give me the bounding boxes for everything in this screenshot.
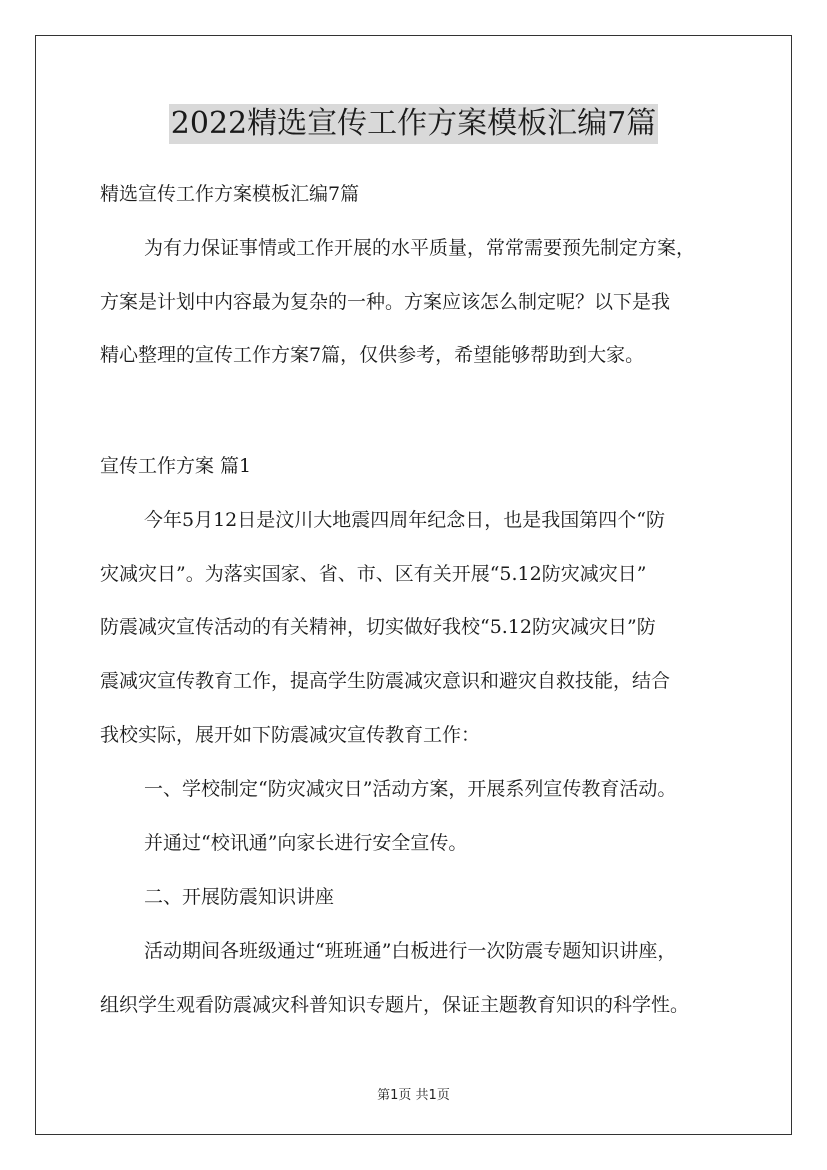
section-body-line-1: 今年5月12日是汶川大地震四周年纪念日，也是我国第四个“防 (144, 509, 665, 531)
section-body-line-2: 灾减灾日”。为落实国家、省、市、区有关开展“5.12防灾减灾日” (100, 563, 647, 585)
intro-line-1: 为有力保证事情或工作开展的水平质量，常常需要预先制定方案， (144, 237, 696, 259)
item-2: 二、开展防震知识讲座 (144, 886, 335, 908)
item-2-body-line-2: 组织学生观看防震减灾科普知识专题片，保证主题教育知识的科学性。 (100, 994, 690, 1016)
document-title-text: 2022精选宣传工作方案模板汇编7篇 (169, 104, 658, 144)
intro-line-3: 精心整理的宣传工作方案7篇，仅供参考，希望能够帮助到大家。 (100, 344, 645, 366)
section-body-line-4: 震减灾宣传教育工作，提高学生防震减灾意识和避灾自救技能，结合 (100, 670, 671, 692)
subtitle: 精选宣传工作方案模板汇编7篇 (100, 183, 360, 205)
item-2-body-line-1: 活动期间各班级通过“班班通”白板进行一次防震专题知识讲座， (144, 940, 677, 962)
intro-line-2: 方案是计划中内容最为复杂的一种。方案应该怎么制定呢？以下是我 (100, 291, 671, 313)
section-body-line-5: 我校实际，展开如下防震减灾宣传教育工作： (100, 724, 481, 746)
document-title (0, 103, 827, 144)
item-1-continued: 并通过“校讯通”向家长进行安全宣传。 (144, 832, 468, 854)
item-1: 一、学校制定“防灾减灾日”活动方案，开展系列宣传教育活动。 (144, 778, 677, 800)
page-footer: 第1页 共1页 (377, 1088, 450, 1103)
section-body-line-3: 防震减灾宣传活动的有关精神，切实做好我校“5.12防灾减灾日”防 (100, 616, 656, 638)
section-heading: 宣传工作方案 篇1 (100, 455, 252, 477)
